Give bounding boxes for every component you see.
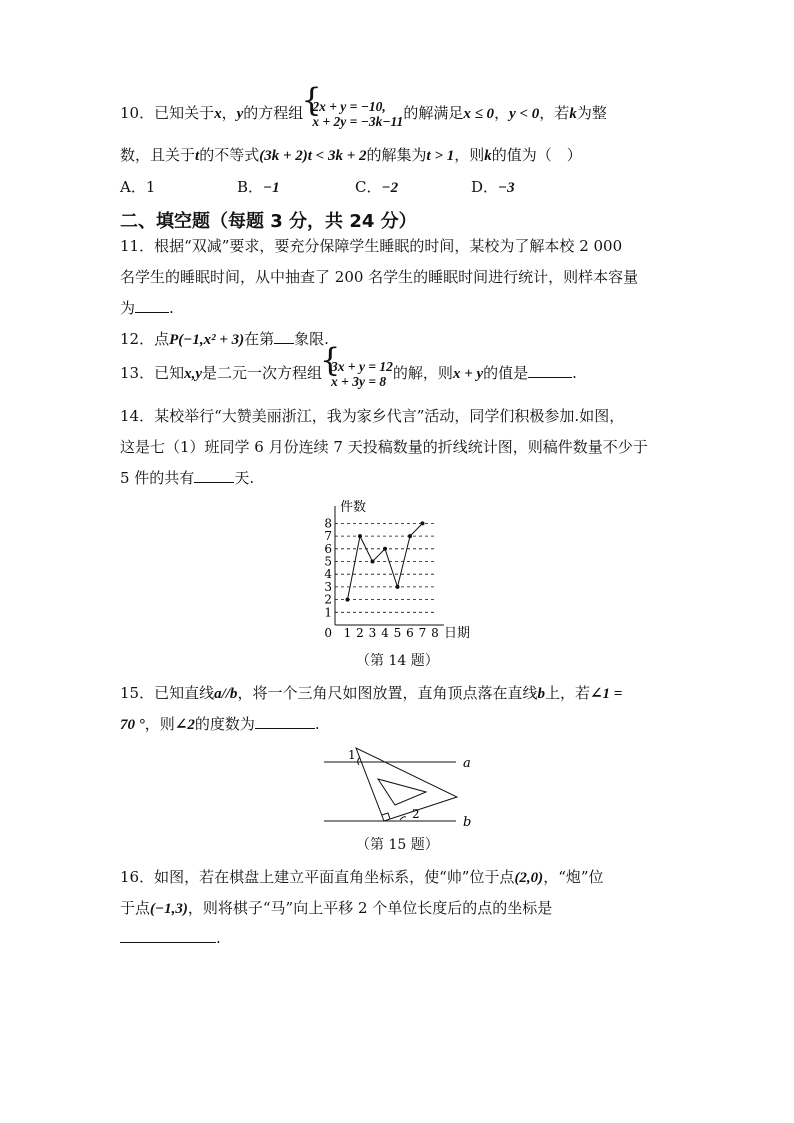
option-value: −3 bbox=[498, 180, 515, 196]
angle-2-arc bbox=[400, 817, 406, 820]
q11-line3 bbox=[120, 297, 174, 318]
q14-line3 bbox=[120, 467, 254, 488]
data-point bbox=[383, 547, 387, 551]
x-tick-label: 6 bbox=[406, 626, 414, 640]
equation-system bbox=[303, 99, 403, 129]
q13-line bbox=[120, 359, 577, 389]
period: . bbox=[216, 929, 221, 947]
angle-1-expression: ∠1 = bbox=[589, 686, 623, 702]
var-k: k bbox=[569, 106, 577, 122]
var-t: t bbox=[195, 148, 200, 164]
q10-text: 的不等式 bbox=[199, 146, 260, 164]
answer-blank[interactable] bbox=[255, 714, 315, 729]
option-d[interactable] bbox=[471, 176, 515, 197]
comma: ， bbox=[494, 104, 510, 122]
option-value: 1 bbox=[145, 178, 156, 196]
y-tick-label: 1 bbox=[324, 605, 332, 620]
x-tick-label: 1 bbox=[343, 626, 352, 640]
answer-blank[interactable] bbox=[120, 928, 216, 943]
q16-text: 16．如图，若在棋盘上建立平面直角坐标系，使“帅”位于点 bbox=[120, 868, 515, 886]
label-b: b bbox=[463, 815, 472, 830]
q13-text: 的值是 bbox=[483, 364, 529, 382]
point-shuai: (2,0) bbox=[514, 870, 544, 886]
data-point bbox=[371, 560, 375, 564]
q14-line2: 这是七（1）班同学 6 月份连续 7 天投稿数量的折线统计图，则稿件数量不少于 bbox=[120, 438, 648, 456]
answer-blank[interactable] bbox=[528, 363, 572, 378]
q15-text: 的度数为 bbox=[194, 715, 255, 733]
q10-line2 bbox=[120, 144, 582, 165]
q10-text: 的解满足 bbox=[403, 104, 464, 122]
q15-text: 15．已知直线 bbox=[120, 684, 215, 702]
option-c[interactable] bbox=[355, 176, 398, 197]
chart-grid bbox=[335, 523, 437, 612]
option-label: C． bbox=[355, 178, 382, 196]
q14-text: 5 件的共有 bbox=[120, 469, 195, 487]
q10-options bbox=[120, 176, 540, 196]
q14-text: 天. bbox=[234, 469, 255, 487]
line-chart bbox=[310, 494, 480, 644]
option-label: A． bbox=[120, 178, 146, 196]
point-pao: (−1,3) bbox=[150, 901, 188, 917]
q10-text: 为整 bbox=[576, 104, 607, 122]
equation-1: { 2x + y = −10, bbox=[312, 99, 386, 114]
data-point bbox=[396, 585, 400, 589]
chart-ticks bbox=[324, 516, 438, 640]
var-x: x bbox=[214, 106, 222, 122]
x-tick-label: 2 bbox=[356, 626, 364, 640]
period: . bbox=[314, 715, 320, 733]
x-tick-label: 3 bbox=[368, 626, 377, 640]
option-b[interactable] bbox=[237, 176, 280, 197]
angle-value: 70 ° bbox=[120, 717, 145, 733]
x-tick-label: 7 bbox=[418, 626, 427, 640]
q15-text: ，则 bbox=[144, 715, 175, 733]
y-tick-label: 6 bbox=[324, 541, 332, 556]
q10-text: ，则 bbox=[454, 146, 485, 164]
section-heading: 二、填空题（每题 3 分，共 24 分） bbox=[120, 211, 417, 232]
q10-text: 的值为（ ） bbox=[491, 146, 582, 164]
q10-line1 bbox=[120, 99, 607, 129]
x-tick-label: 0 bbox=[324, 626, 332, 640]
q11-text: 为 bbox=[120, 299, 136, 317]
q16-line1 bbox=[120, 866, 604, 887]
option-value: −1 bbox=[263, 180, 280, 196]
y-tick-label: 4 bbox=[324, 567, 332, 582]
var-y: y bbox=[236, 106, 244, 122]
label-2: 2 bbox=[412, 807, 420, 821]
triangle-outer bbox=[356, 748, 457, 821]
data-point bbox=[408, 534, 412, 538]
q12-line bbox=[120, 328, 329, 349]
q12-text: 象限. bbox=[294, 330, 329, 348]
y-tick-label: 8 bbox=[324, 516, 332, 531]
equation-1: { 3x + y = 12 bbox=[331, 359, 393, 374]
period: . bbox=[169, 299, 174, 317]
x-tick-label: 5 bbox=[393, 626, 402, 640]
x-tick-label: 8 bbox=[431, 626, 439, 640]
sum-expression: x + y bbox=[452, 366, 484, 382]
equation-2: x + 3y = 8 bbox=[331, 374, 387, 389]
option-label: D． bbox=[471, 178, 499, 196]
q15-text: ，将一个三角尺如图放置，直角顶点落在直线 bbox=[237, 684, 538, 702]
q16-text: ，则将棋子“马”向上平移 2 个单位长度后的点的坐标是 bbox=[187, 899, 553, 917]
q13-text: 13．已知 bbox=[120, 364, 185, 382]
inequality: (3k + 2)t < 3k + 2 bbox=[259, 148, 367, 164]
parallel-expression: a//b bbox=[214, 686, 238, 702]
q11-line1: 11．根据“双减”要求，要充分保障学生睡眠的时间，某校为了解本校 2 000 bbox=[120, 237, 623, 255]
q14-line1: 14．某校举行“大赞美丽浙江，我为家乡代言”活动，同学们积极参加.如图， bbox=[120, 407, 625, 425]
q12-text: 在第 bbox=[244, 330, 275, 348]
q10-text: 数，且关于 bbox=[120, 146, 196, 164]
q12-text: 12．点 bbox=[120, 330, 170, 348]
data-point bbox=[346, 598, 350, 602]
data-point bbox=[421, 521, 425, 525]
q10-text: 的解集为 bbox=[366, 146, 427, 164]
condition-y: y < 0 bbox=[509, 106, 540, 122]
q10-text: 的方程组 bbox=[243, 104, 304, 122]
point-expression: P(−1,x² + 3) bbox=[169, 332, 245, 348]
var-k: k bbox=[484, 148, 492, 164]
q13-text: 是二元一次方程组 bbox=[202, 364, 323, 382]
q16-text: ，“炮”位 bbox=[543, 868, 604, 886]
q16-text: 于点 bbox=[120, 899, 151, 917]
fig15-caption: （第 15 题） bbox=[356, 837, 439, 853]
equation-system bbox=[322, 359, 393, 389]
y-axis-label: 件数 bbox=[340, 500, 367, 515]
q10-text: ，若 bbox=[539, 104, 570, 122]
option-label: B． bbox=[237, 178, 264, 196]
condition-x: x ≤ 0 bbox=[463, 106, 495, 122]
label-a: a bbox=[463, 756, 471, 771]
angle-2-expression: ∠2 bbox=[174, 717, 195, 733]
q11-line2: 名学生的睡眠时间，从中抽查了 200 名学生的睡眠时间进行统计，则样本容量 bbox=[120, 268, 639, 286]
var-b: b bbox=[537, 686, 545, 702]
solution-set: t > 1 bbox=[426, 148, 455, 164]
x-tick-label: 4 bbox=[381, 626, 389, 640]
period: . bbox=[572, 364, 577, 382]
q16-line2 bbox=[120, 897, 552, 918]
q10-number: 10． bbox=[120, 104, 155, 122]
label-1: 1 bbox=[348, 748, 356, 762]
answer-blank[interactable] bbox=[194, 468, 234, 483]
fig14-caption: （第 14 题） bbox=[356, 653, 439, 669]
answer-blank[interactable] bbox=[135, 298, 169, 313]
y-tick-label: 7 bbox=[324, 529, 332, 544]
equation-2: x + 2y = −3k−11 bbox=[312, 114, 404, 129]
q15-line1 bbox=[120, 682, 622, 703]
y-tick-label: 5 bbox=[324, 554, 332, 569]
answer-blank[interactable] bbox=[274, 329, 294, 344]
q13-text: 的解，则 bbox=[392, 364, 453, 382]
option-value: −2 bbox=[381, 180, 399, 196]
q10-text: 已知关于 bbox=[154, 104, 215, 122]
data-point bbox=[358, 534, 362, 538]
triangle-figure bbox=[320, 742, 480, 832]
x-axis-label: 日期 bbox=[444, 626, 471, 641]
q15-line2 bbox=[120, 713, 320, 734]
comma: ， bbox=[221, 104, 237, 122]
y-tick-label: 2 bbox=[324, 592, 332, 607]
q16-line3 bbox=[120, 928, 221, 947]
var-xy: x,y bbox=[184, 366, 203, 382]
option-a[interactable] bbox=[120, 176, 155, 197]
q15-text: 上，若 bbox=[544, 684, 590, 702]
triangle-inner bbox=[378, 779, 426, 805]
y-tick-label: 3 bbox=[324, 579, 332, 594]
